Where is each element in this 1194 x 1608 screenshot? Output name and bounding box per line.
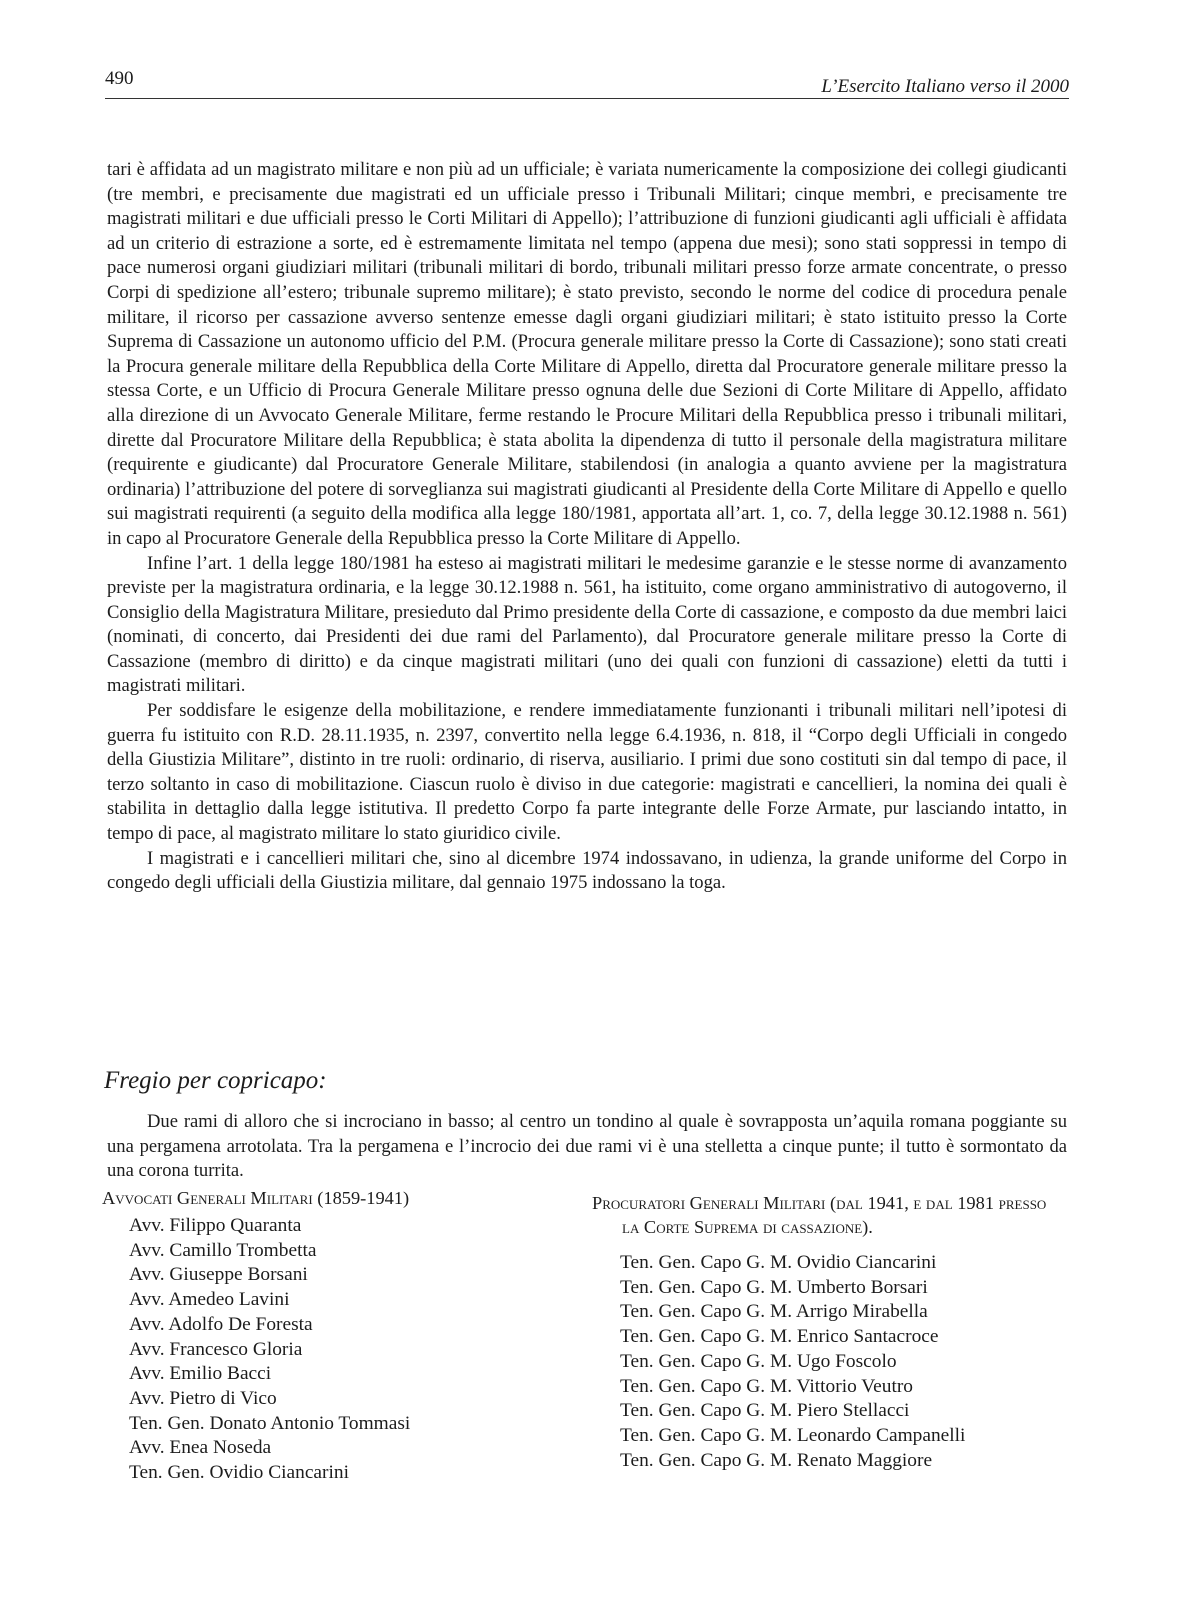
page-number: 490: [105, 68, 134, 89]
list-item: Avv. Giuseppe Borsani: [129, 1264, 308, 1286]
list-item: Avv. Camillo Trombetta: [129, 1239, 317, 1261]
list-item: Ten. Gen. Capo G. M. Arrigo Mirabella: [620, 1301, 928, 1323]
section-heading: Fregio per copricapo:: [104, 1067, 327, 1094]
running-title: L’Esercito Italiano verso il 2000: [821, 76, 1069, 97]
names-list: [102, 1214, 572, 1486]
list-item: Avv. Adolfo De Foresta: [129, 1313, 313, 1335]
list-item: Avv. Pietro di Vico: [129, 1387, 277, 1409]
list-item: Ten. Gen. Capo G. M. Ovidio Ciancarini: [620, 1252, 937, 1273]
names-list: [592, 1251, 1062, 1473]
list-item: Ten. Gen. Capo G. M. Umberto Borsari: [620, 1276, 928, 1298]
list-item: Ten. Gen. Capo G. M. Leonardo Campanelli: [620, 1424, 966, 1446]
paragraph: Infine l’art. 1 della legge 180/1981 ha esteso ai magistrati militari le medesime garanzie e le stesse norme di avanzamento previste per la magistratura ordinaria, e la legge 30.12.1988 n. 561, ha istituito, come organo amministrativo di autogoverno, il Consiglio della Magistratura Militare, presieduto dal Primo presidente della Corte di cassazione, e composto da due membri laici (nominati, di concerto, dai Presidenti dei due rami del Parlamento), dal Procuratore generale militare presso la Corte di Cassazione (membro di diritto) e da cinque magistrati militari (uno dei quali con funzioni di cassazione) eletti da tutti i magistrati militari.: [107, 552, 1067, 697]
paragraph: tari è affidata ad un magistrato militare e non più ad un ufficiale; è variata numericamente la composizione dei collegi giudicanti (tre membri, e precisamente due magistrati ed un ufficiale presso i Tribunali Militari; cinque membri, e precisamente tre magistrati militari e due ufficiali presso le Corti Militari di Appello); l’attribuzione di funzioni giudicanti agli ufficiali è affidata ad un criterio di estrazione a sorte, ed è estremamente limitata nel tempo (appena due mesi); sono stati soppressi in tempo di pace numerosi organi giudiziari militari (tribunali militari di bordo, tribunali militari presso forze armate concentrate, o presso Corpi di spedizione all’estero; tribunale supremo militare); è stato previsto, secondo le norme del codice di procedura penale militare, il ricorso per cassazione avverso sentenze emesse dagli organi giudiziari militari; è stato istituito presso la Corte Suprema di Cassazione un autonomo ufficio del P.M. (Procura generale militare presso la Corte di Cassazione); sono stati creati la Procura generale militare della Repubblica della Corte Militare di Appello, diretta dal Procuratore generale militare presso la stessa Corte, e un Ufficio di Procura Generale Militare presso ognuna delle due Sezioni di Corte Militare di Appello, affidato alla direzione di un Avvocato Generale Militare, ferme restando le Procure Militari della Repubblica presso i tribunali militari, dirette dal Procuratore Militare della Repubblica; è stata abolita la dipendenza di tutto il personale della magistratura militare (requirente e giudicante) dal Procuratore Generale Militare, stabilendosi (in analogia a quanto avviene per la magistratura ordinaria) l’attribuzione del potere di sorveglianza sui magistrati giudicanti al Presidente della Corte Militare di Appello e quello sui magistrati requirenti (a seguito della modifica alla legge 180/1981, apportata all’art. 1, co. 7, della legge 30.12.1988 n. 561) in capo al Procuratore Generale della Repubblica presso la Corte Militare di Appello.: [107, 159, 1067, 549]
paragraph: I magistrati e i cancellieri militari che, sino al dicembre 1974 indossavano, in udienza, la grande uniforme del Corpo in congedo degli ufficiali della Giustizia militare, dal gennaio 1975 indossano la toga.: [107, 847, 1067, 894]
list-item: Ten. Gen. Donato Antonio Tommasi: [129, 1412, 411, 1434]
body-text: [107, 158, 1067, 896]
list-heading: Procuratori Generali Militari (dal 1941, e dal 1981 presso la Corte Suprema di cassazione).: [592, 1193, 1047, 1237]
list-item: Avv. Filippo Quaranta: [129, 1215, 302, 1236]
procuratori-generali-list: [592, 1192, 1062, 1473]
list-item: Ten. Gen. Capo G. M. Piero Stellacci: [620, 1400, 910, 1422]
list-item: Ten. Gen. Capo G. M. Vittorio Veutro: [620, 1375, 913, 1397]
list-heading: Avvocati Generali Militari (1859-1941): [102, 1188, 410, 1208]
section-text: Due rami di alloro che si incrociano in basso; al centro un tondino al quale è sovrapposta un’aquila romana poggiante su una pergamena arrotolata. Tra la pergamena e l’incrocio dei due rami vi è una stelletta a cinque punte; il tutto è sormontato da una corona turrita.: [107, 1111, 1067, 1182]
list-item: Ten. Gen. Ovidio Ciancarini: [129, 1462, 349, 1484]
list-item: Ten. Gen. Capo G. M. Ugo Foscolo: [620, 1350, 897, 1372]
avvocati-generali-list: [102, 1186, 572, 1486]
header-rule: [105, 98, 1069, 99]
list-item: Ten. Gen. Capo G. M. Renato Maggiore: [620, 1449, 933, 1471]
list-item: Ten. Gen. Capo G. M. Enrico Santacroce: [620, 1326, 939, 1348]
list-item: Avv. Amedeo Lavini: [129, 1289, 290, 1311]
list-item: Avv. Emilio Bacci: [129, 1363, 272, 1385]
paragraph: Per soddisfare le esigenze della mobilitazione, e rendere immediatamente funzionanti i tribunali militari nell’ipotesi di guerra fu istituito con R.D. 28.11.1935, n. 2397, convertito nella legge 6.4.1936, n. 818, il “Corpo degli Ufficiali in congedo della Giustizia Militare”, distinto in tre ruoli: ordinario, di riserva, ausiliario. I primi due sono costituti sin dal tempo di pace, il terzo soltanto in caso di mobilitazione. Ciascun ruolo è diviso in due categorie: magistrati e cancellieri, la nomina dei quali è stabilita in dettaglio dalla legge istitutiva. Il predetto Corpo fa parte integrante delle Forze Armate, pur lasciando intatto, in tempo di pace, al magistrato militare lo stato giuridico civile.: [107, 700, 1067, 845]
list-item: Avv. Francesco Gloria: [129, 1338, 303, 1360]
list-item: Avv. Enea Noseda: [129, 1437, 272, 1459]
